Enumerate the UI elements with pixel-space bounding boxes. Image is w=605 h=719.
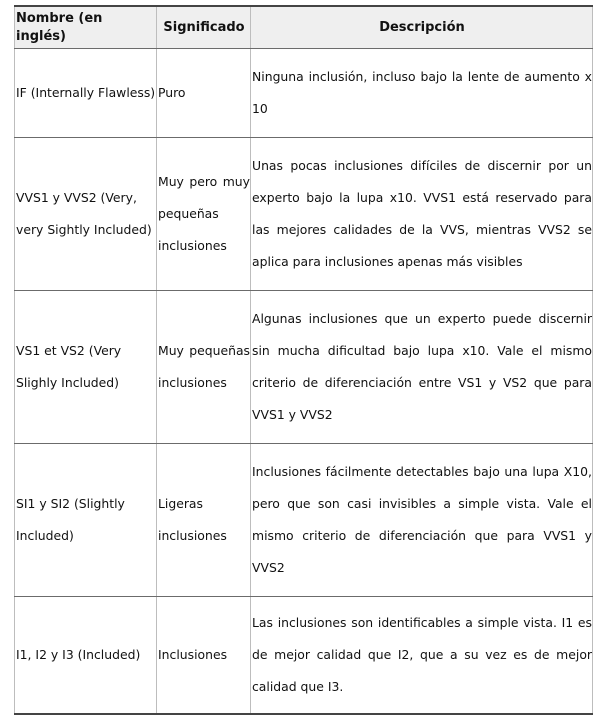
grade-meaning: Muy pequeñas inclusiones	[157, 291, 251, 444]
header-description: Descripción	[251, 6, 593, 49]
grade-description: Algunas inclusiones que un experto puede discernir sin mucha dificultad bajo lupa x10. Vale el mismo criterio de diferenciación entre VS1 y VS2 que para VVS1 y VVS2	[251, 291, 593, 444]
grade-meaning: Ligeras inclusiones	[157, 444, 251, 597]
table-row	[15, 597, 593, 715]
grade-name: SI1 y SI2 (Slightly Included)	[15, 444, 157, 597]
table-row	[15, 49, 593, 138]
grade-name: IF (Internally Flawless)	[15, 49, 157, 138]
header-meaning: Significado	[157, 6, 251, 49]
grade-meaning: Puro	[157, 49, 251, 138]
grade-name: VS1 et VS2 (Very Slighly Included)	[15, 291, 157, 444]
table-header-row	[15, 6, 593, 49]
grade-description: Inclusiones fácilmente detectables bajo una lupa X10, pero que son casi invisibles a simple vista. Vale el mismo criterio de diferenciación que para VVS1 y VVS2	[251, 444, 593, 597]
clarity-grade-table	[14, 5, 593, 715]
table-row	[15, 291, 593, 444]
grade-name: I1, I2 y I3 (Included)	[15, 597, 157, 715]
table-row	[15, 444, 593, 597]
grade-description: Ninguna inclusión, incluso bajo la lente de aumento x 10	[251, 49, 593, 138]
table-row	[15, 138, 593, 291]
grade-meaning: Muy pero muy pequeñas inclusiones	[157, 138, 251, 291]
grade-meaning: Inclusiones	[157, 597, 251, 715]
grade-name: VVS1 y VVS2 (Very, very Sightly Included)	[15, 138, 157, 291]
grade-description: Las inclusiones son identificables a simple vista. I1 es de mejor calidad que I2, que a su vez es de mejor calidad que I3.	[251, 597, 593, 715]
grade-description: Unas pocas inclusiones difíciles de discernir por un experto bajo la lupa x10. VVS1 está reservado para las mejores calidades de la VVS, mientras VVS2 se aplica para inclusiones apenas más visibles	[251, 138, 593, 291]
header-name: Nombre (en inglés)	[15, 6, 157, 49]
